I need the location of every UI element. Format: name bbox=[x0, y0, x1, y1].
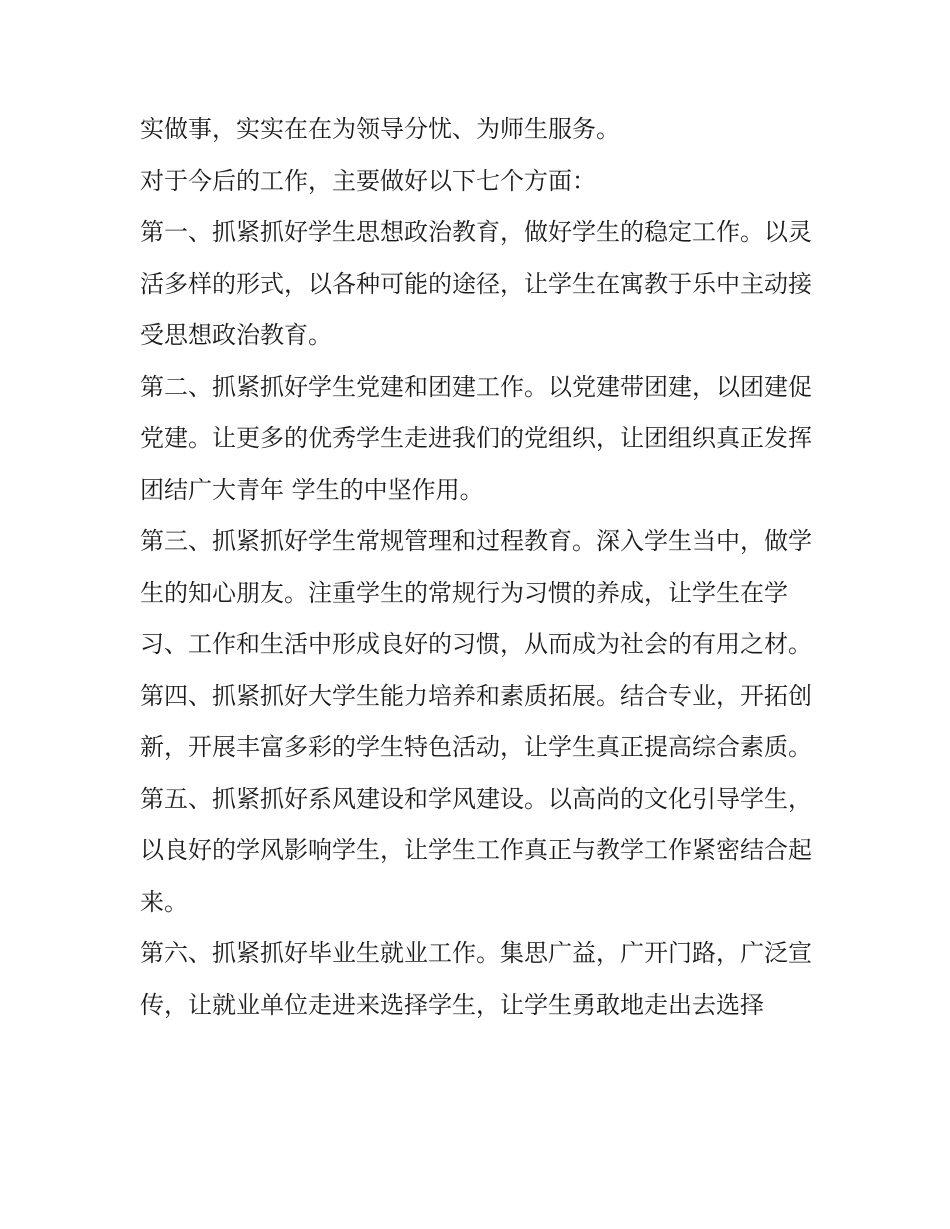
paragraph-continuation: 实做事，实实在在为领导分忧、为师生服务。 bbox=[140, 115, 620, 143]
paragraph-item-2: 第二、抓紧抓好学生党建和团建工作。以党建带团建，以团建促党建。让更多的优秀学生走进我们的党组织，让团组织真正发挥团结广大青年 学生的中坚作用。 bbox=[140, 372, 812, 504]
paragraph-intro: 对于今后的工作，主要做好以下七个方面： bbox=[140, 166, 596, 195]
paragraph-item-5: 第五、抓紧抓好系风建设和学风建设。以高尚的文化引导学生，以良好的学风影响学生，让学生工作真正与教学工作紧密结合起来。 bbox=[140, 784, 812, 916]
paragraph-item-3: 第三、抓紧抓好学生常规管理和过程教育。深入学生当中，做学生的知心朋友。注重学生的常规行为习惯的养成，让学生在学习、工作和生活中形成良好的习惯，从而成为社会的有用之材。 bbox=[140, 527, 812, 658]
document-body bbox=[140, 104, 820, 1031]
paragraph-item-1: 第一、抓紧抓好学生思想政治教育，做好学生的稳定工作。以灵活多样的形式，以各种可能的途径，让学生在寓教于乐中主动接受思想政治教育。 bbox=[140, 218, 812, 349]
paragraph-item-6: 第六、抓紧抓好毕业生就业工作。集思广益，广开门路，广泛宣传，让就业单位走进来选择学生，让学生勇敢地走出去选择 bbox=[140, 939, 812, 1019]
paragraph-item-4: 第四、抓紧抓好大学生能力培养和素质拓展。结合专业，开拓创新，开展丰富多彩的学生特色活动，让学生真正提高综合素质。 bbox=[140, 681, 812, 761]
